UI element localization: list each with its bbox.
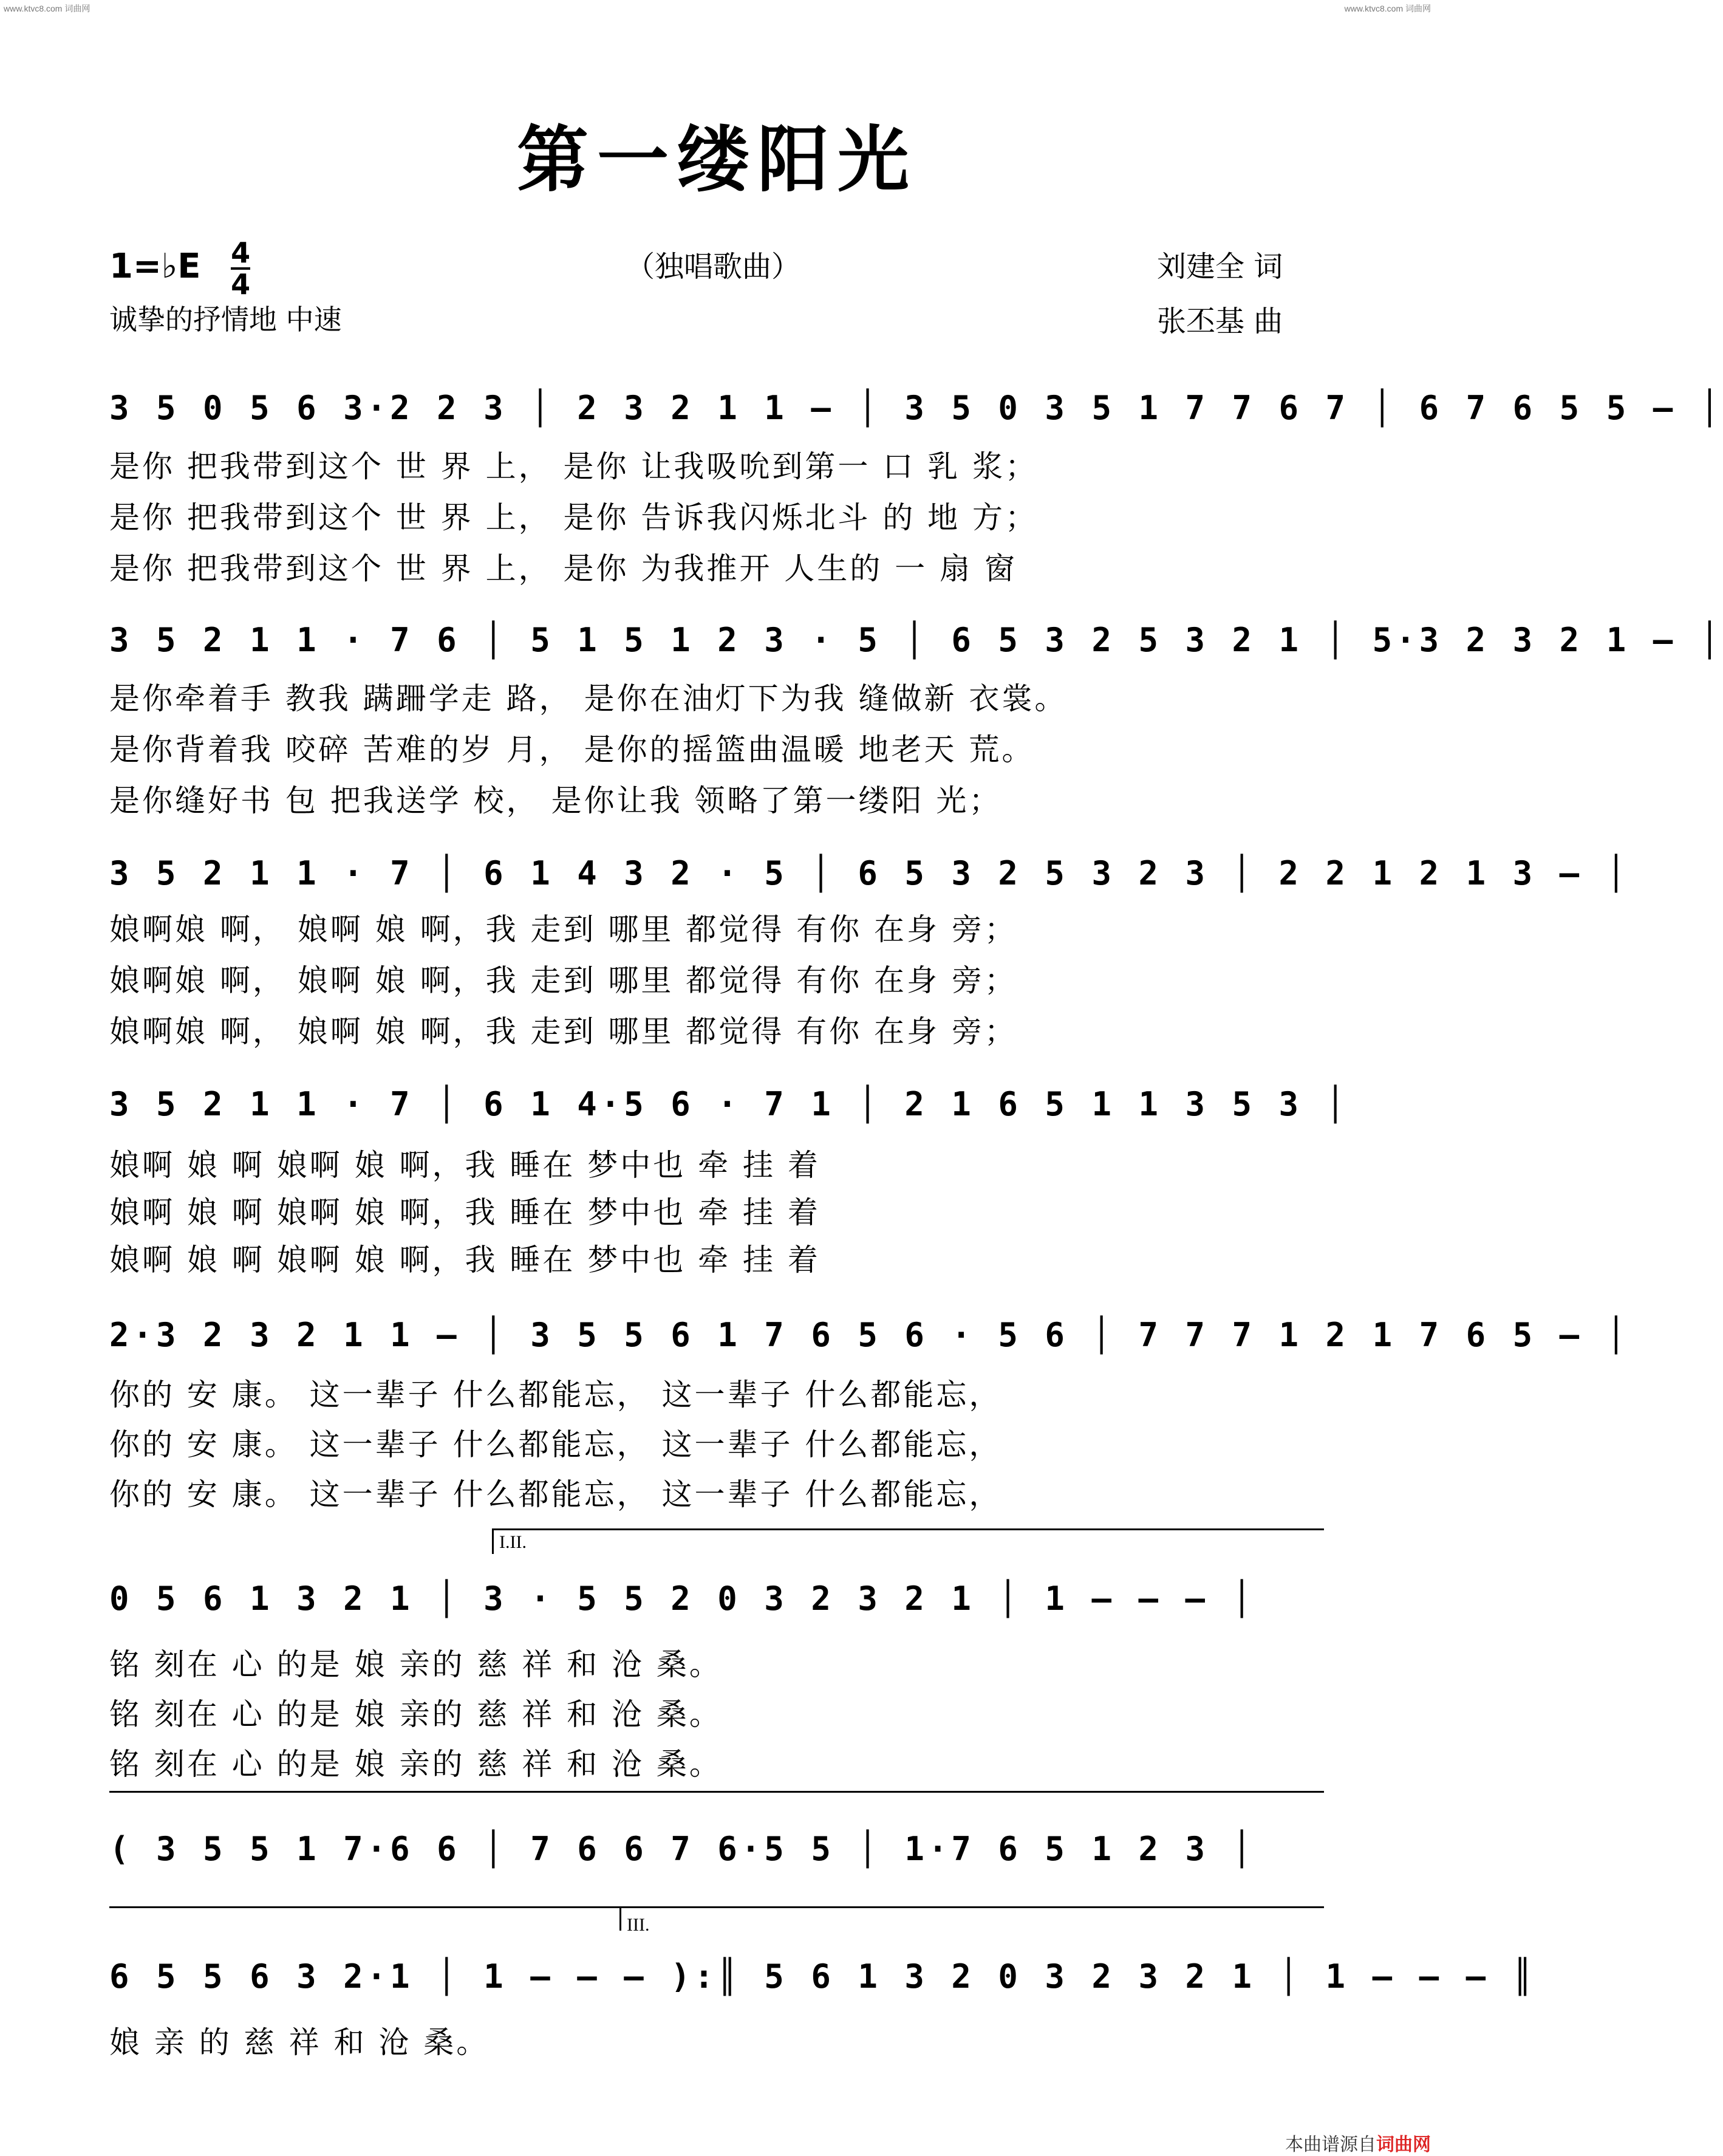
key-signature xyxy=(109,238,250,299)
watermark-left: www.ktvc8.com 词曲网 xyxy=(4,4,90,13)
lyric-row-5-verse-1: 你的 安 康。 这一辈子 什么都能忘， 这一辈子 什么都能忘， xyxy=(109,1377,1002,1412)
notation-row-8: 6 5 5 6 3 2·1 │ 1 – – – ):║ 5 6 1 3 2 0 3 2 3 2 1 │ 1 – – – ║ xyxy=(109,1957,1537,1996)
notation-row-7: ( 3 5 5 1 7·6 6 │ 7 6 6 7 6·5 5 │ 1·7 6 5 1 2 3 │ xyxy=(109,1830,1256,1868)
section-divider-2 xyxy=(109,1906,1324,1908)
volta-bracket-1-hook xyxy=(492,1528,494,1554)
notation-row-3: 3 5 2 1 1 · 7 │ 6 1 4 3 2 · 5 │ 6 5 3 2 5 3 2 3 │ 2 2 1 2 1 3 – │ xyxy=(109,854,1630,892)
lyric-row-4-verse-2: 娘啊 娘 啊 娘啊 娘 啊，我 睡在 梦中也 牵 挂 着 xyxy=(109,1195,821,1230)
lyric-row-5-verse-2: 你的 安 康。 这一辈子 什么都能忘， 这一辈子 什么都能忘， xyxy=(109,1427,1002,1462)
notation-row-5: 2·3 2 3 2 1 1 – │ 3 5 5 6 1 7 6 5 6 · 5 6 │ 7 7 7 1 2 1 7 6 5 – │ xyxy=(109,1316,1630,1354)
notation-row-4: 3 5 2 1 1 · 7 │ 6 1 4·5 6 · 7 1 │ 2 1 6 5 1 1 3 5 3 │ xyxy=(109,1085,1349,1123)
lyric-row-4-verse-1: 娘啊 娘 啊 娘啊 娘 啊，我 睡在 梦中也 牵 挂 着 xyxy=(109,1148,821,1183)
composer-label: 张丕基 曲 xyxy=(1157,304,1283,338)
section-divider xyxy=(109,1791,1324,1793)
lyric-row-1-verse-2: 是你 把我带到这个 世 界 上， 是你 告诉我闪烁北斗 的 地 方； xyxy=(109,500,1039,535)
notation-row-1: 3 5 0 5 6 3·2 2 3 │ 2 3 2 1 1 – │ 3 5 0 3 5 1 7 7 6 7 │ 6 7 6 5 5 – │ xyxy=(109,389,1723,427)
lyric-row-2-verse-1: 是你牵着手 教我 蹒跚学走 路， 是你在油灯下为我 缝做新 衣裳。 xyxy=(109,681,1068,716)
footer-prefix: 本曲谱源自 xyxy=(1285,2134,1376,2155)
notation-row-6: 0 5 6 1 3 2 1 │ 3 · 5 5 2 0 3 2 3 2 1 │ 1 – – – │ xyxy=(109,1579,1256,1618)
lyric-row-2-verse-2: 是你背着我 咬碎 苦难的岁 月， 是你的摇篮曲温暖 地老天 荒。 xyxy=(109,732,1035,767)
lyric-row-6-verse-1: 铭 刻在 心 的是 娘 亲的 慈 祥 和 沧 桑。 xyxy=(109,1647,722,1682)
volta-bracket-1 xyxy=(492,1528,1324,1530)
lyric-row-6-verse-3: 铭 刻在 心 的是 娘 亲的 慈 祥 和 沧 桑。 xyxy=(109,1747,722,1782)
page-title: 第一缕阳光 xyxy=(516,117,918,202)
time-signature xyxy=(231,238,250,299)
lyric-row-3-verse-3: 娘啊娘 啊， 娘啊 娘 啊，我 走到 哪里 都觉得 有你 在身 旁； xyxy=(109,1014,1017,1049)
lyric-row-6-verse-2: 铭 刻在 心 的是 娘 亲的 慈 祥 和 沧 桑。 xyxy=(109,1697,722,1732)
lyric-row-1-verse-3: 是你 把我带到这个 世 界 上， 是你 为我推开 人生的 一 扇 窗 xyxy=(109,551,1017,586)
lyric-row-2-verse-3: 是你缝好书 包 把我送学 校， 是你让我 领略了第一缕阳 光； xyxy=(109,783,1002,818)
volta-label-1: I.II. xyxy=(499,1532,527,1552)
volta-bracket-3-hook xyxy=(619,1906,621,1931)
lyric-row-3-verse-2: 娘啊娘 啊， 娘啊 娘 啊，我 走到 哪里 都觉得 有你 在身 旁； xyxy=(109,963,1017,998)
time-top: 4 xyxy=(231,236,251,269)
notation-row-2: 3 5 2 1 1 · 7 6 │ 5 1 5 1 2 3 · 5 │ 6 5 3 2 5 3 2 1 │ 5·3 2 3 2 1 – │ xyxy=(109,621,1723,659)
footer-site-link[interactable]: 词曲网 xyxy=(1376,2134,1431,2155)
lyric-row-4-verse-3: 娘啊 娘 啊 娘啊 娘 啊，我 睡在 梦中也 牵 挂 着 xyxy=(109,1242,821,1278)
lyric-row-8-verse-1: 娘 亲 的 慈 祥 和 沧 桑。 xyxy=(109,2025,490,2060)
time-bottom: 4 xyxy=(231,268,251,301)
lyric-row-1-verse-1: 是你 把我带到这个 世 界 上， 是你 让我吸吮到第一 口 乳 浆； xyxy=(109,449,1039,484)
lyric-row-3-verse-1: 娘啊娘 啊， 娘啊 娘 啊，我 走到 哪里 都觉得 有你 在身 旁； xyxy=(109,912,1017,947)
watermark-right: www.ktvc8.com 词曲网 xyxy=(1344,4,1431,13)
footer-source xyxy=(1285,2129,1431,2156)
key-label: 1=♭E xyxy=(109,247,201,287)
volta-label-3: III. xyxy=(627,1915,650,1935)
lyric-row-5-verse-3: 你的 安 康。 这一辈子 什么都能忘， 这一辈子 什么都能忘， xyxy=(109,1477,1002,1512)
lyricist-label: 刘建全 词 xyxy=(1157,250,1283,284)
genre-label: （独唱歌曲） xyxy=(626,250,801,284)
tempo-label: 诚挚的抒情地 中速 xyxy=(109,303,342,336)
